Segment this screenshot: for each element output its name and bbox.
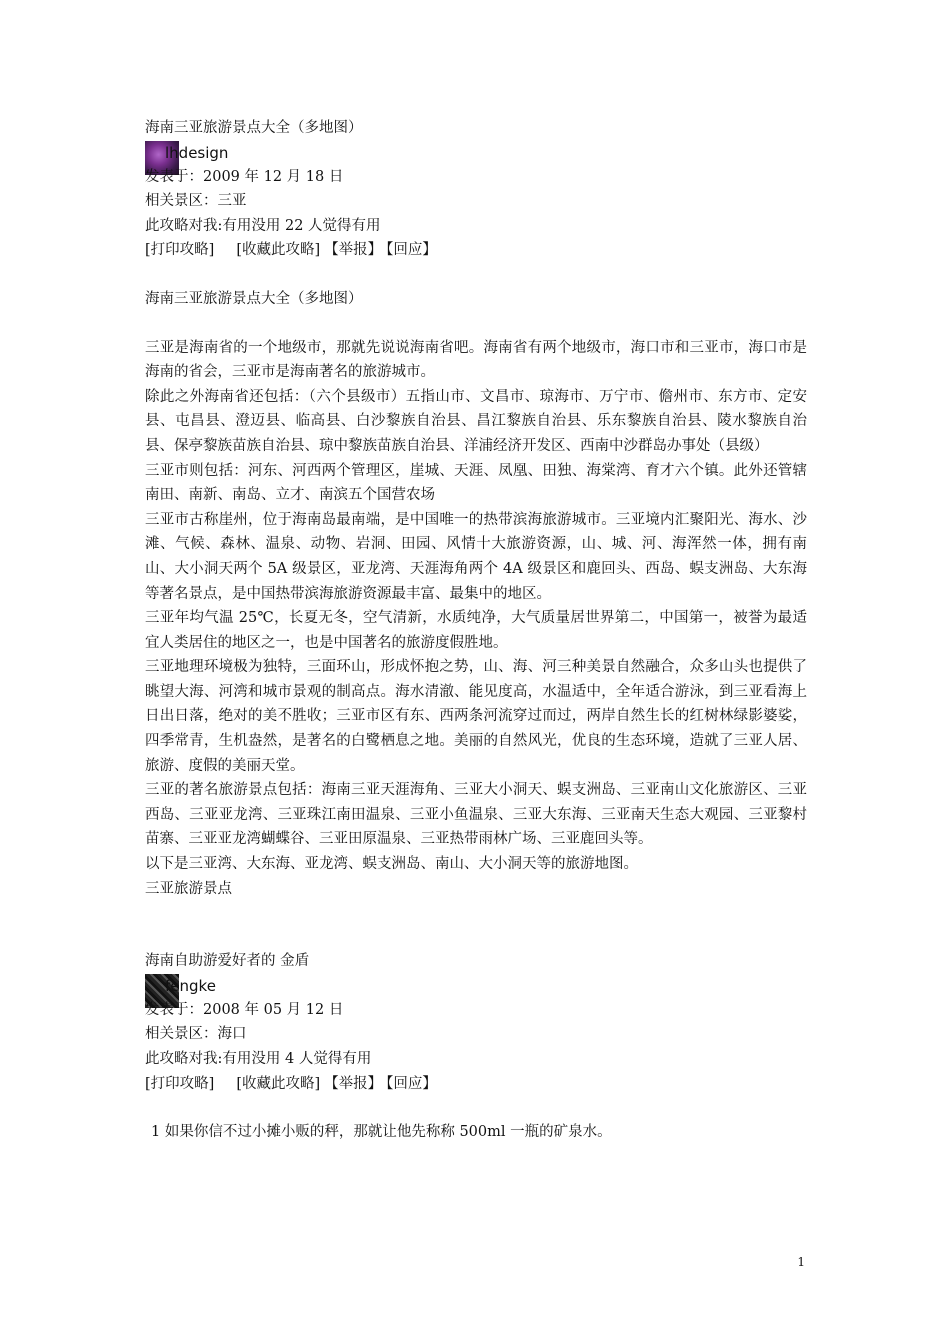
print-link[interactable]: [打印攻略] [145,1075,215,1092]
related-area: 相关景区：海口 [145,1026,247,1043]
author-row [145,141,807,165]
post-date: 发表于：2008 年 05 月 12 日 [145,1001,344,1018]
useful-votes: 此攻略对我:有用没用 22 人觉得有用 [145,217,381,234]
report-link[interactable]: 【举报】 [324,242,383,259]
related-area: 相关景区：三亚 [145,193,247,210]
author-name[interactable]: fengke [165,976,216,995]
article-title: 海南三亚旅游景点大全（多地图） [145,290,363,307]
article-paragraph: 三亚年均气温 25℃，长夏无冬，空气清新，水质纯净，大气质量居世界第二，中国第一，被誉为最适宜人类居住的地区之一，也是中国著名的旅游度假胜地。 [145,610,807,651]
action-links [145,1072,807,1097]
article-paragraph: 三亚是海南省的一个地级市，那就先说说海南省吧。海南省有两个地级市，海口市和三亚市，海口市是海南的省会，三亚市是海南著名的旅游城市。 [145,339,807,381]
post-title[interactable]: 海南三亚旅游景点大全（多地图） [145,120,363,136]
article-paragraph: 三亚市古称崖州，位于海南岛最南端，是中国唯一的热带滨海旅游城市。三亚境内汇聚阳光、海水、沙滩、气候、森林、温泉、动物、岩洞、田园、风情十大旅游资源，山、城、河、海浑然一体，拥有南山、大小洞天两个 5A 级景区，亚龙湾、天涯海角两个 4A 级景区和鹿回头、西岛、蜈支洲岛、大东海等著名景点，是中国热带滨海旅游资源最丰富、最集中的地区。 [145,511,807,602]
article-paragraph: 除此之外海南省还包括：（六个县级市）五指山市、文昌市、琼海市、万宁市、儋州市、东方市、定安县、屯昌县、澄迈县、临高县、白沙黎族自治县、昌江黎族自治县、乐东黎族自治县、陵水黎族自治县、保亭黎族苗族自治县、琼中黎族苗族自治县、洋浦经济开发区、西南中沙群岛办事处（县级） [145,388,807,454]
post-title[interactable]: 海南自助游爱好者的 金盾 [145,953,310,970]
article-paragraph: 三亚的著名旅游景点包括：海南三亚天涯海角、三亚大小洞天、蜈支洲岛、三亚南山文化旅游区、三亚西岛、三亚亚龙湾、三亚珠江南田温泉、三亚小鱼温泉、三亚大东海、三亚南天生态大观园、三亚黎村苗寨、三亚亚龙湾蝴蝶谷、三亚田原温泉、三亚热带雨林广场、三亚鹿回头等。 [145,782,807,848]
article-paragraph: 三亚市则包括：河东、河西两个管理区，崖城、天涯、凤凰、田独、海棠湾、育才六个镇。此外还管辖南田、南新、南岛、立才、南滨五个国营农场 [145,462,807,504]
article-paragraph: 三亚旅游景点 [145,880,232,897]
page-number: 1 [797,1255,805,1269]
document-content [145,116,807,1145]
author-row [145,974,807,998]
useful-votes: 此攻略对我:有用没用 4 人觉得有用 [145,1051,372,1067]
print-link[interactable]: [打印攻略] [145,242,215,259]
action-links [145,238,807,263]
article-paragraph: 以下是三亚湾、大东海、亚龙湾、蜈支洲岛、南山、大小洞天等的旅游地图。 [145,856,638,873]
post-date: 发表于：2009 年 12 月 18 日 [145,168,344,185]
list-item: 1 如果你信不过小摊小贩的秤，那就让他先称称 500ml 一瓶的矿泉水。 [151,1124,612,1141]
favorite-link[interactable]: [收藏此攻略] [236,1075,321,1092]
article-paragraph: 三亚地理环境极为独特，三面环山，形成怀抱之势，山、海、河三种美景自然融合，众多山头也提供了眺望大海、河湾和城市景观的制高点。海水清澈、能见度高，水温适中，全年适合游泳，到三亚看海上日出日落，绝对的美不胜收；三亚市区有东、西两条河流穿过而过，两岸自然生长的红树林绿影婆娑，四季常青，生机盎然，是著名的白鹭栖息之地。美丽的自然风光，优良的生态环境，造就了三亚人居、旅游、度假的美丽天堂。 [145,659,807,774]
report-link[interactable]: 【举报】 [324,1075,383,1092]
reply-link[interactable]: 【回应】 [386,1075,437,1092]
author-name[interactable]: lhdesign [165,143,229,162]
favorite-link[interactable]: [收藏此攻略] [236,242,321,259]
reply-link[interactable]: 【回应】 [386,242,437,259]
